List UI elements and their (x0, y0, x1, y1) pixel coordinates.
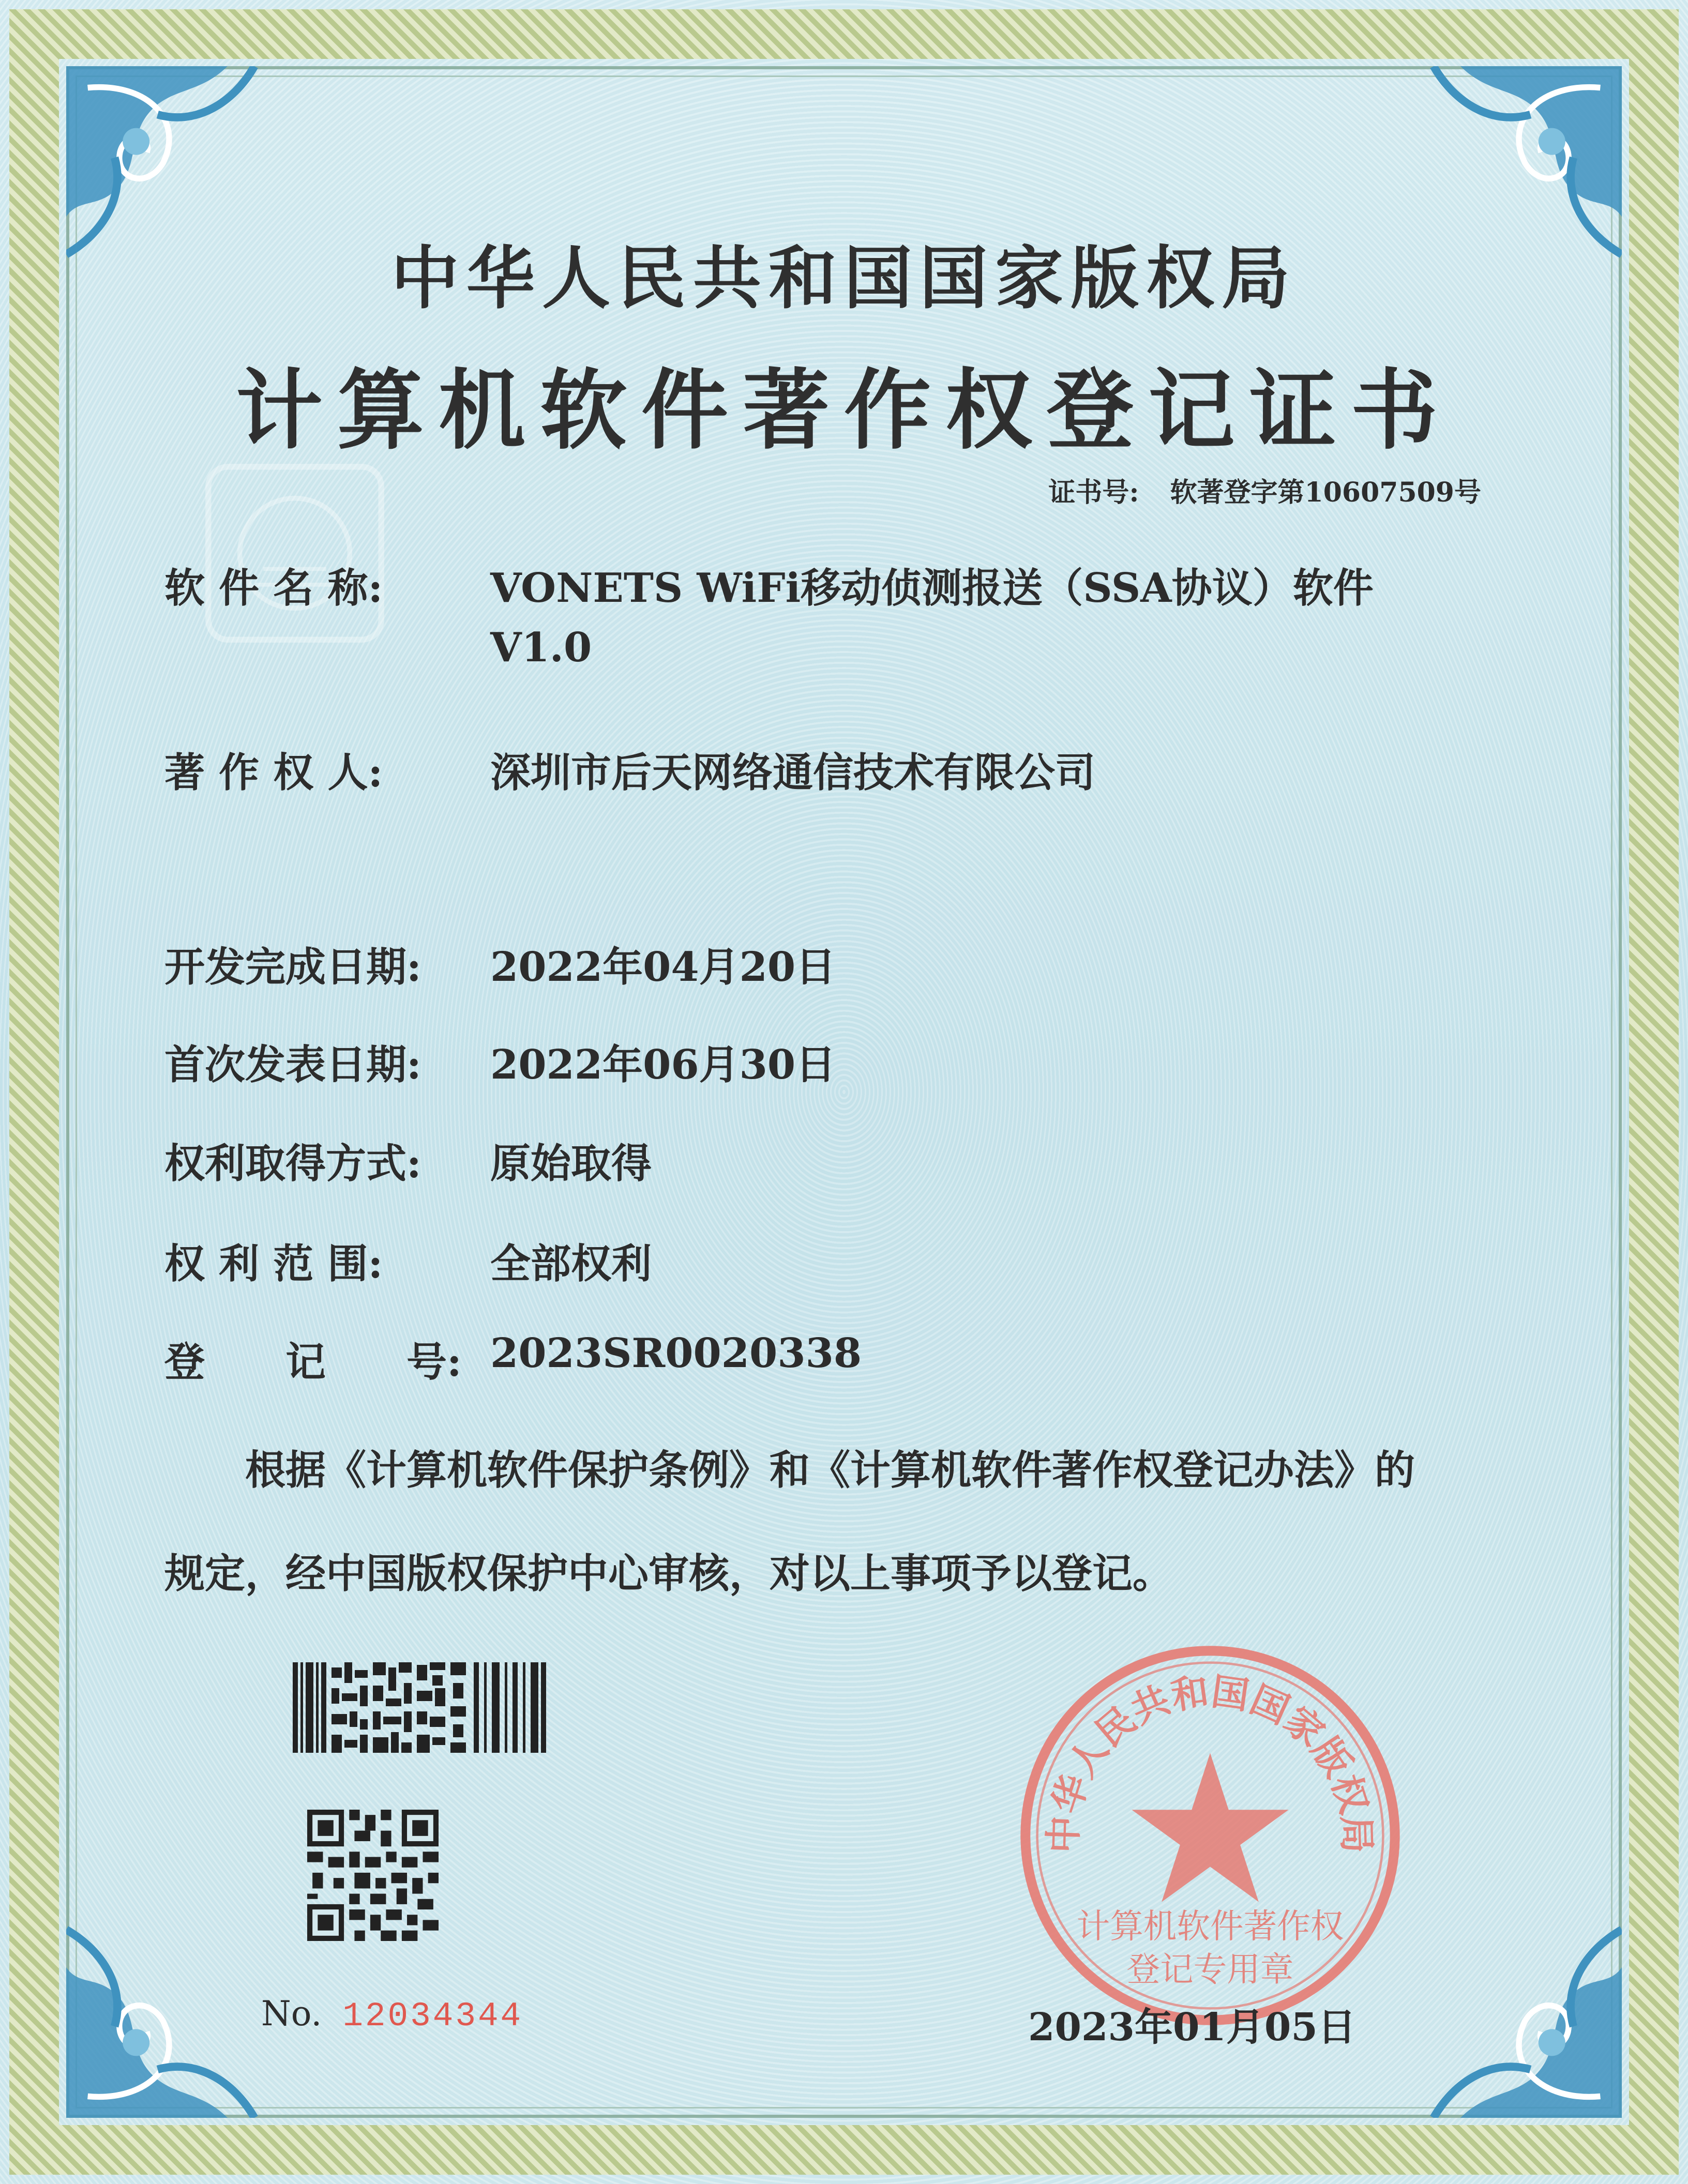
copyright-owner-value: 深圳市后天网络通信技术有限公司 (490, 749, 1096, 796)
certificate-number-label: 证书号: (1048, 477, 1139, 508)
field-scope-of-rights (164, 1232, 1561, 1290)
field-acquisition-method (164, 1131, 1561, 1189)
certificate-number (1048, 471, 1481, 509)
copyright-owner-label: 著 作 权 人: (164, 749, 383, 796)
scope-of-rights-value: 全部权利 (490, 1240, 652, 1287)
first-publication-date-value: 2022年06月30日 (490, 1041, 836, 1088)
issue-date: 2023年01月05日 (1028, 2005, 1356, 2050)
scope-of-rights-label: 权 利 范 围: (164, 1240, 383, 1287)
seal-inner-line2: 登记专用章 (1126, 1950, 1294, 1990)
field-copyright-owner (164, 740, 1561, 798)
field-registration-number (164, 1330, 1561, 1388)
seal-star-icon (1132, 1753, 1288, 1902)
acquisition-method-value: 原始取得 (490, 1140, 652, 1187)
barcode (293, 1662, 546, 1753)
field-development-date (164, 935, 1561, 993)
development-date-value: 2022年04月20日 (490, 944, 836, 991)
corner-ornament-bottom-left (66, 1849, 335, 2118)
acquisition-method-label: 权利取得方式: (164, 1140, 421, 1187)
first-publication-date-label: 首次发表日期: (164, 1041, 421, 1088)
seal-inner-line1: 计算机软件著作权 (1076, 1907, 1344, 1946)
issuing-agency: 中华人民共和国国家版权局 (391, 238, 1297, 318)
software-name-value (490, 556, 1374, 671)
statement-line-1: 根据《计算机软件保护条例》和《计算机软件著作权登记办法》的 (164, 1447, 1415, 1494)
field-first-publication-date (164, 1033, 1561, 1090)
registration-number-label: 登 记 号: (164, 1339, 462, 1386)
qr-code (307, 1810, 439, 1941)
software-name-label: 软 件 名 称: (164, 565, 383, 612)
certificate-title: 计算机软件著作权登记证书 (236, 359, 1452, 461)
registration-number-value: 2023SR0020338 (490, 1330, 862, 1377)
software-name-line2: V1.0 (490, 624, 592, 671)
serial-number-value: 12034344 (342, 1997, 523, 2036)
certificate-number-value: 软著登字第10607509号 (1170, 477, 1481, 508)
statement-line-2: 规定，经中国版权保护中心审核，对以上事项予以登记。 (164, 1550, 1173, 1597)
seal-outer-text: 中华人民共和国国家版权局 (1041, 1669, 1379, 1854)
software-name-line1: VONETS WiFi移动侦测报送（SSA协议）软件 (490, 565, 1374, 612)
serial-number (261, 1994, 523, 2036)
serial-number-label: No. (261, 1994, 322, 2034)
official-seal (1014, 1639, 1407, 2032)
development-date-label: 开发完成日期: (164, 944, 421, 991)
field-software-name (164, 556, 1561, 671)
